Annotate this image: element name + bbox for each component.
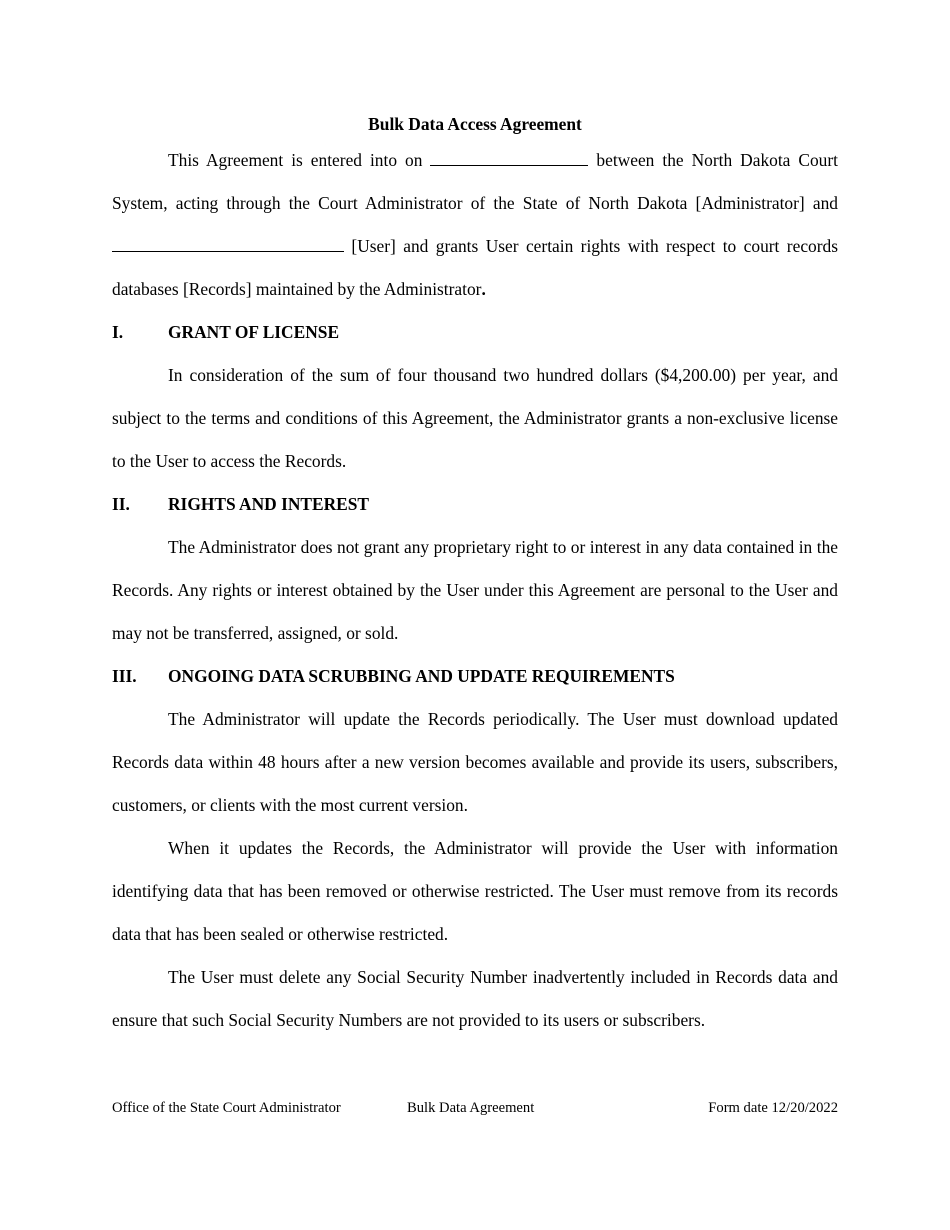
intro-text-1: This Agreement is entered into on <box>168 150 431 170</box>
footer-document-name: Bulk Data Agreement <box>407 1100 535 1116</box>
section-number: III. <box>112 666 137 686</box>
section-3-paragraph-1: The Administrator will update the Records periodically. The User must download updated Records data within 48 hours after a new version becomes available and provide its users, subscribers, customers, or clients with the most current version. <box>112 709 838 815</box>
section-title: ONGOING DATA SCRUBBING AND UPDATE REQUIREMENTS <box>168 666 675 686</box>
page-footer <box>112 1097 838 1119</box>
section-heading-3 <box>112 655 838 698</box>
section-3-paragraph-3: The User must delete any Social Security Number inadvertently included in Records data and ensure that such Social Security Numbers are not provided to its users or subscribers. <box>112 967 838 1030</box>
user-name-blank-field[interactable] <box>112 237 344 252</box>
section-number: I. <box>112 322 124 342</box>
document-title: Bulk Data Access Agreement <box>368 114 582 134</box>
footer-office: Office of the State Court Administrator <box>112 1100 341 1116</box>
section-3-paragraph-2: When it updates the Records, the Administrator will provide the User with information identifying data that has been removed or otherwise restricted. The User must remove from its records data that has been sealed or otherwise restricted. <box>112 838 838 944</box>
section-heading-1 <box>112 311 838 354</box>
footer-form-date: Form date 12/20/2022 <box>708 1100 838 1116</box>
date-blank-field[interactable] <box>430 151 588 166</box>
intro-text-3: [User] and grants User certain rights with respect to court records databases [Records] maintained by the Administrator <box>112 236 838 299</box>
section-number: II. <box>112 494 130 514</box>
intro-paragraph <box>112 139 838 311</box>
section-title: GRANT OF LICENSE <box>168 322 340 342</box>
section-1-paragraph-1: In consideration of the sum of four thousand two hundred dollars ($4,200.00) per year, and subject to the terms and conditions of this Agreement, the Administrator grants a non-exclusive license to the User to access the Records. <box>112 365 838 471</box>
section-2-paragraph-1: The Administrator does not grant any proprietary right to or interest in any data contained in the Records. Any rights or interest obtained by the User under this Agreement are personal to the User and may not be transferred, assigned, or sold. <box>112 537 838 643</box>
section-heading-2 <box>112 483 838 526</box>
document-body <box>112 109 838 1042</box>
intro-text-2: between the North Dakota Court System, acting through the Court Administrator of the State of North Dakota [Administrator] and <box>112 150 839 213</box>
intro-text-end: . <box>481 279 486 299</box>
section-title: RIGHTS AND INTEREST <box>168 494 370 514</box>
